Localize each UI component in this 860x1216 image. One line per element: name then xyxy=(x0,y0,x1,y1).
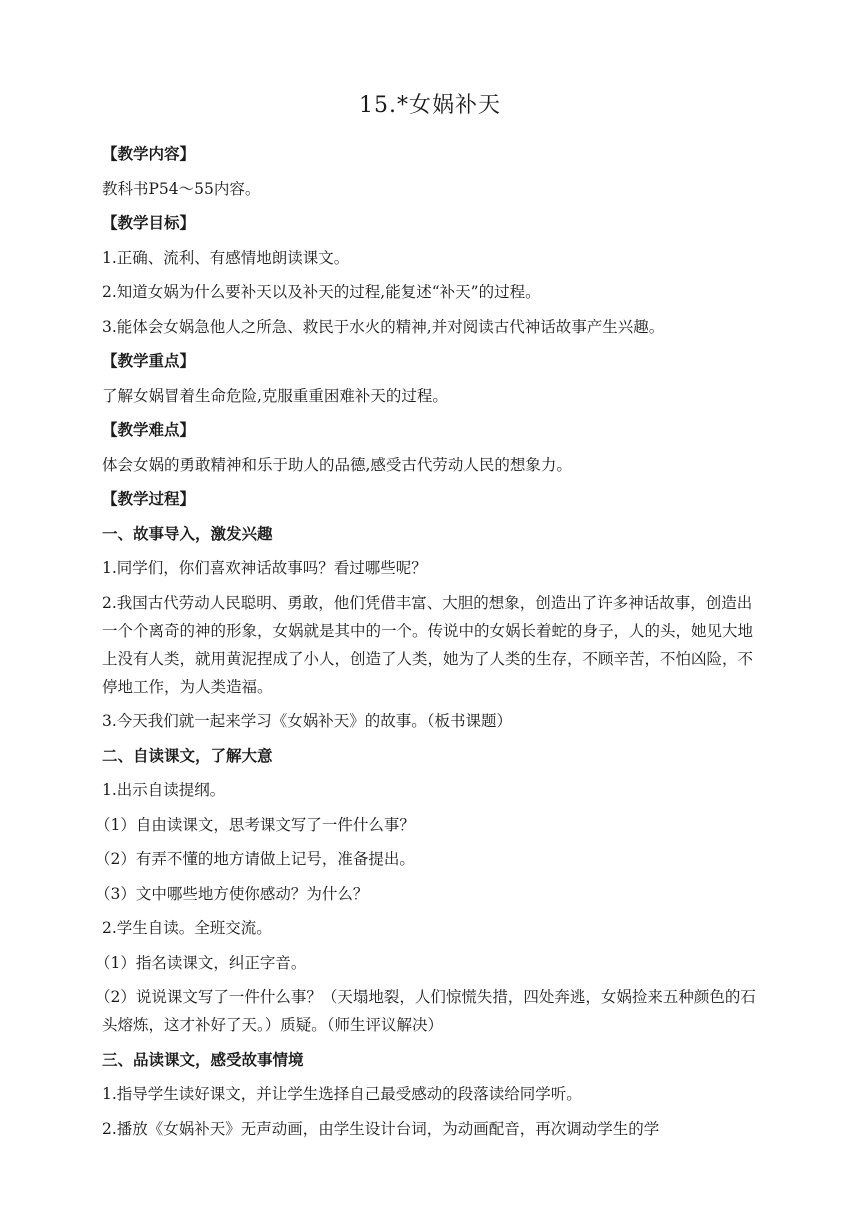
section-2-item-4: （1）指名读课文，纠正字音。 xyxy=(95,953,307,972)
section-2-item-3: （3）文中哪些地方使你感动？为什么？ xyxy=(95,884,369,903)
heading-content: 【教学内容】 xyxy=(102,145,196,163)
goal-2: 2.知道女娲为什么要补天以及补天的过程,能复述“补天”的过程。 xyxy=(102,283,541,301)
page-title: 15.*女娲补天 xyxy=(359,93,501,118)
heading-goals: 【教学目标】 xyxy=(102,214,196,232)
section-1-paragraph-1: 1.同学们，你们喜欢神话故事吗？看过哪些呢？ xyxy=(102,559,427,577)
goal-3: 3.能体会女娲急他人之所急、救民于水火的精神,并对阅读古代神话故事产生兴趣。 xyxy=(102,317,665,336)
section-2-paragraph-1: 1.出示自读提纲。 xyxy=(102,781,226,799)
content-text: 教科书P54～55内容。 xyxy=(102,179,261,198)
heading-process: 【教学过程】 xyxy=(102,490,196,508)
section-3-heading: 三、品读课文，感受故事情境 xyxy=(102,1050,304,1069)
section-1-paragraph-2: 2.我国古代劳动人民聪明、勇敢，他们凭借丰富、大胆的想象，创造出了许多神话故事，创造出一个个离奇的神的形象，女娲就是其中的一个。传说中的女娲长着蛇的身子，人的头，她见大地上没有人类，就用黄泥捏成了小人，创造了人类，她为了人类的生存，不顾辛苦，不怕凶险，不停地工作，为人类造福。 xyxy=(102,593,754,696)
section-1-paragraph-3: 3.今天我们就一起来学习《女娲补天》的故事。（板书课题） xyxy=(102,712,513,730)
goal-1: 1.正确、流利、有感情地朗读课文。 xyxy=(102,248,350,267)
heading-difficulty: 【教学难点】 xyxy=(102,421,196,439)
key-points-text: 了解女娲冒着生命危险,克服重重困难补天的过程。 xyxy=(102,386,448,405)
section-3-paragraph-2: 2.播放《女娲补天》无声动画，由学生设计台词，为动画配音，再次调动学生的学 xyxy=(102,1119,660,1138)
document-body xyxy=(95,140,762,1149)
section-2-paragraph-2: 2.学生自读。全班交流。 xyxy=(102,919,272,937)
heading-key-points: 【教学重点】 xyxy=(102,352,196,370)
difficulty-text: 体会女娲的勇敢精神和乐于助人的品德,感受古代劳动人民的想象力。 xyxy=(102,455,572,474)
section-2-item-1: （1）自由读课文，思考课文写了一件什么事？ xyxy=(95,815,415,834)
section-2-item-5: （2）说说课文写了一件什么事？（天塌地裂，人们惊慌失措，四处奔逃，女娲捡来五种颜色的石头熔炼，这才补好了天。）质疑。（师生评议解决） xyxy=(95,988,756,1034)
section-1-heading: 一、故事导入，激发兴趣 xyxy=(102,524,273,543)
section-3-paragraph-1: 1.指导学生读好课文，并让学生选择自己最受感动的段落读给同学听。 xyxy=(102,1085,582,1103)
section-2-heading: 二、自读课文，了解大意 xyxy=(102,746,273,765)
section-2-item-2: （2）有弄不懂的地方请做上记号，准备提出。 xyxy=(95,850,415,868)
